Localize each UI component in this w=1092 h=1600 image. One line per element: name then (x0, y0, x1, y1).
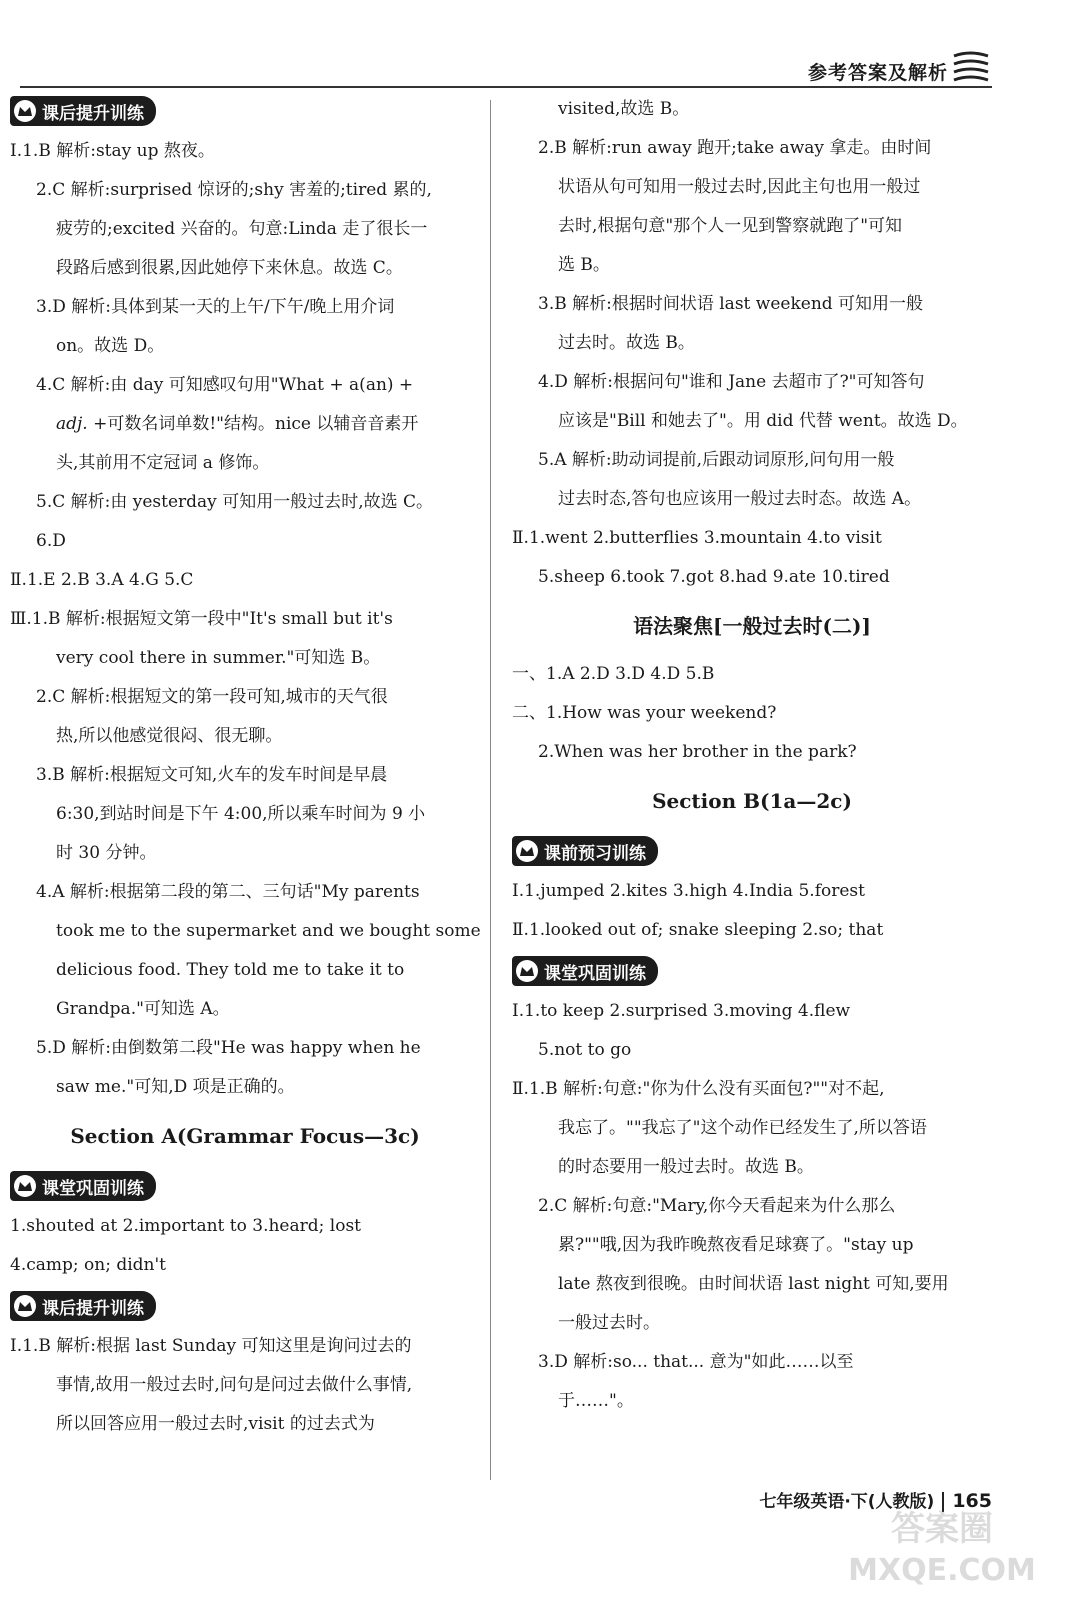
section-title: Section A(Grammar Focus—3c) (70, 1124, 420, 1148)
italic-abbrev: adj. (56, 414, 88, 434)
answer-line: 所以回答应用一般过去时,visit 的过去式为 (56, 1414, 375, 1434)
answer-line: Ⅱ.1.B 解析:句意:"你为什么没有买面包?""对不起, (512, 1079, 885, 1099)
answer-line: 2.C 解析:surprised 惊讶的;shy 害羞的;tired 累的, (36, 180, 432, 200)
book-stack-icon (950, 48, 992, 88)
answer-line: Ⅰ.1.to keep 2.surprised 3.moving 4.flew (512, 1001, 851, 1021)
answer-line: 2.C 解析:根据短文的第一段可知,城市的天气很 (36, 687, 388, 707)
watermark-top-text: 答案圈 (891, 1509, 993, 1549)
answer-line: 3.B 解析:根据短文可知,火车的发车时间是早晨 (36, 765, 388, 785)
answer-line: 时 30 分钟。 (56, 843, 157, 863)
footer-book-title: 七年级英语·下(人教版) (759, 1492, 935, 1512)
watermark-logo (822, 1500, 1062, 1590)
answer-line: Ⅰ.1.B 解析:根据 last Sunday 可知这里是询问过去的 (10, 1336, 412, 1356)
badge-icon (516, 840, 538, 862)
answer-line: 4.C 解析:由 day 可知感叹句用"What + a(an) + (36, 375, 414, 395)
answer-line: Grandpa."可知选 A。 (56, 999, 230, 1019)
answer-line: 6.D (36, 531, 66, 551)
page-header (20, 54, 992, 88)
answer-line: 应该是"Bill 和她去了"。用 did 代替 went。故选 D。 (558, 411, 968, 431)
answer-line: 4.D 解析:根据问句"谁和 Jane 去超市了?"可知答句 (538, 372, 925, 392)
badge-icon (516, 960, 538, 982)
answer-line: 状语从句可知用一般过去时,因此主句也用一般过 (558, 177, 921, 197)
answer-line: 二、1.How was your weekend? (512, 703, 777, 723)
answer-line: 过去时态,答句也应该用一般过去时态。故选 A。 (558, 489, 922, 509)
answer-line: 3.B 解析:根据时间状语 last weekend 可知用一般 (538, 294, 924, 314)
answer-line: 热,所以他感觉很闷、很无聊。 (56, 726, 283, 746)
badge-label: 课后提升训练 (42, 103, 144, 124)
answer-line: 2.C 解析:句意:"Mary,你今天看起来为什么那么 (538, 1196, 896, 1216)
section-badge (10, 96, 156, 126)
answer-line: 3.D 解析:具体到某一天的上午/下午/晚上用介词 (36, 297, 395, 317)
answer-line: 1.shouted at 2.important to 3.heard; lost (10, 1216, 361, 1236)
answer-line: 于……"。 (558, 1391, 634, 1411)
answer-line: very cool there in summer."可知选 B。 (56, 648, 381, 668)
answer-line: 段路后感到很累,因此她停下来休息。故选 C。 (56, 258, 403, 278)
watermark-bottom-text: MXQE.COM (848, 1553, 1036, 1588)
answer-line: Ⅰ.1.jumped 2.kites 3.high 4.India 5.forest (512, 881, 865, 901)
answer-line: Ⅱ.1.E 2.B 3.A 4.G 5.C (10, 570, 194, 590)
section-badge (512, 956, 658, 986)
answer-line: saw me."可知,D 项是正确的。 (56, 1077, 295, 1097)
badge-label: 课后提升训练 (42, 1298, 144, 1319)
answer-line: Ⅱ.1.looked out of; snake sleeping 2.so; that (512, 920, 884, 940)
badge-icon (14, 1295, 36, 1317)
badge-label: 课堂巩固训练 (42, 1178, 144, 1199)
answer-line: 我忘了。""我忘了"这个动作已经发生了,所以答语 (558, 1118, 927, 1138)
answer-line: 5.sheep 6.took 7.got 8.had 9.ate 10.tired (538, 567, 890, 587)
answer-line: Ⅲ.1.B 解析:根据短文第一段中"It's small but it's (10, 609, 393, 629)
right-column (512, 90, 992, 1421)
answer-line: 4.A 解析:根据第二段的第二、三句话"My parents (36, 882, 420, 902)
badge-label: 课堂巩固训练 (544, 963, 646, 984)
answer-line: 5.D 解析:由倒数第二段"He was happy when he (36, 1038, 421, 1058)
column-divider (490, 100, 491, 1480)
answer-line: 5.A 解析:助动词提前,后跟动词原形,问句用一般 (538, 450, 895, 470)
answer-line: Ⅱ.1.went 2.butterflies 3.mountain 4.to visit (512, 528, 882, 548)
answer-line: 2.When was her brother in the park? (538, 742, 857, 762)
badge-icon (14, 100, 36, 122)
section-title: Section B(1a—2c) (652, 789, 852, 813)
answer-line: on。故选 D。 (56, 336, 165, 356)
answer-line: 5.C 解析:由 yesterday 可知用一般过去时,故选 C。 (36, 492, 434, 512)
answer-line: 一、1.A 2.D 3.D 4.D 5.B (512, 664, 715, 684)
answer-text: +可数名词单数!"结构。nice 以辅音音素开 (87, 414, 419, 434)
answer-line: 4.camp; on; didn't (10, 1255, 166, 1275)
answer-line: 的时态要用一般过去时。故选 B。 (558, 1157, 814, 1177)
answer-line: 6:30,到站时间是下午 4:00,所以乘车时间为 9 小 (56, 804, 426, 824)
section-badge (512, 836, 658, 866)
header-rule (20, 86, 992, 88)
answer-line: 累?""哦,因为我昨晚熬夜看足球赛了。"stay up (558, 1235, 914, 1255)
answer-line: 3.D 解析:so... that... 意为"如此……以至 (538, 1352, 854, 1372)
badge-label: 课前预习训练 (544, 843, 646, 864)
answer-line: 过去时。故选 B。 (558, 333, 695, 353)
left-column (10, 90, 480, 1444)
answer-line: Ⅰ.1.B 解析:stay up 熬夜。 (10, 141, 215, 161)
badge-icon (14, 1175, 36, 1197)
answer-line: 头,其前用不定冠词 a 修饰。 (56, 453, 270, 473)
answer-line (10, 405, 480, 444)
answer-line: 疲劳的;excited 兴奋的。句意:Linda 走了很长一 (56, 219, 428, 239)
answer-line: 选 B。 (558, 255, 610, 275)
answer-line: 一般过去时。 (558, 1313, 660, 1333)
answer-line: late 熬夜到很晚。由时间状语 last night 可知,要用 (558, 1274, 949, 1294)
section-badge (10, 1171, 156, 1201)
answer-line: 5.not to go (538, 1040, 632, 1060)
answer-line: 事情,故用一般过去时,问句是问过去做什么事情, (56, 1375, 413, 1395)
header-title: 参考答案及解析 (807, 62, 948, 84)
answer-line: 2.B 解析:run away 跑开;take away 拿走。由时间 (538, 138, 932, 158)
answer-line: delicious food. They told me to take it to (56, 960, 405, 980)
answer-line: visited,故选 B。 (558, 99, 690, 119)
section-title: 语法聚焦[一般过去时(二)] (633, 614, 871, 638)
page-number: 165 (952, 1490, 992, 1512)
answer-line: 去时,根据句意"那个人一见到警察就跑了"可知 (558, 216, 903, 236)
answer-line: took me to the supermarket and we bought some (56, 921, 481, 941)
section-badge (10, 1291, 156, 1321)
